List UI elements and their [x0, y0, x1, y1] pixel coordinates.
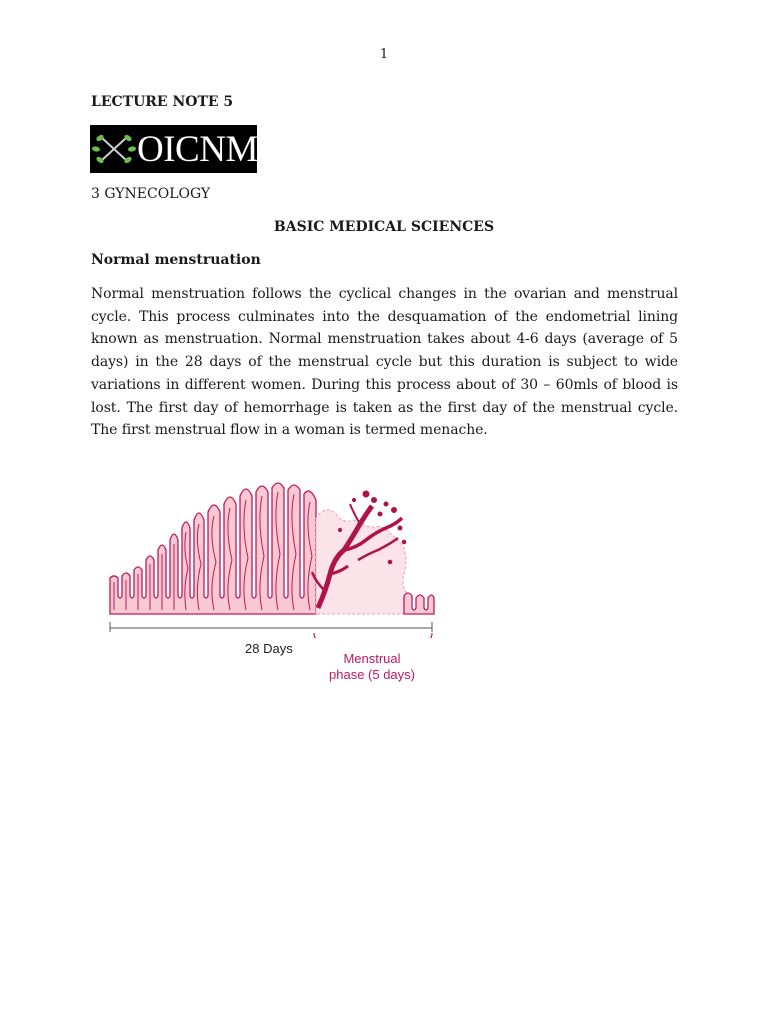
subheading: Normal menstruation [91, 252, 261, 268]
shedding-tissue [316, 510, 410, 614]
menstrual-cycle-figure [104, 478, 439, 638]
body-paragraph: Normal menstruation follows the cyclical changes in the ovarian and menstrual cycle. This process culminates into the desquamation of the endometrial lining known as menstruation. Normal menstruation takes about 4-6 days (average of 5 days) in the 28 days of the menstrual cycle but this duration is subject to wide variations in different women. During this process about of 30 – 60mls of blood is lost. The first day of hemorrhage is taken as the first day of the menstrual cycle. The first menstrual flow in a woman is termed menache. [91, 286, 678, 439]
subject-line: 3 GYNECOLOGY [91, 186, 211, 202]
section-title: BASIC MEDICAL SCIENCES [273, 219, 495, 235]
cycle-bracket [110, 622, 432, 632]
menstrual-phase-brace [314, 633, 432, 638]
menstrual-phase-label [317, 651, 427, 683]
page-number: 1 [379, 47, 389, 62]
phase-label-line2: phase (5 days) [329, 667, 415, 682]
cycle-length-label: 28 Days [245, 641, 293, 656]
lecture-note-heading: LECTURE NOTE 5 [91, 94, 234, 110]
remnant-glands [404, 593, 434, 614]
logo [90, 125, 257, 173]
phase-label-line1: Menstrual [343, 651, 401, 666]
leaf-cross-icon [92, 132, 136, 166]
logo-text: OICNM [137, 129, 258, 170]
